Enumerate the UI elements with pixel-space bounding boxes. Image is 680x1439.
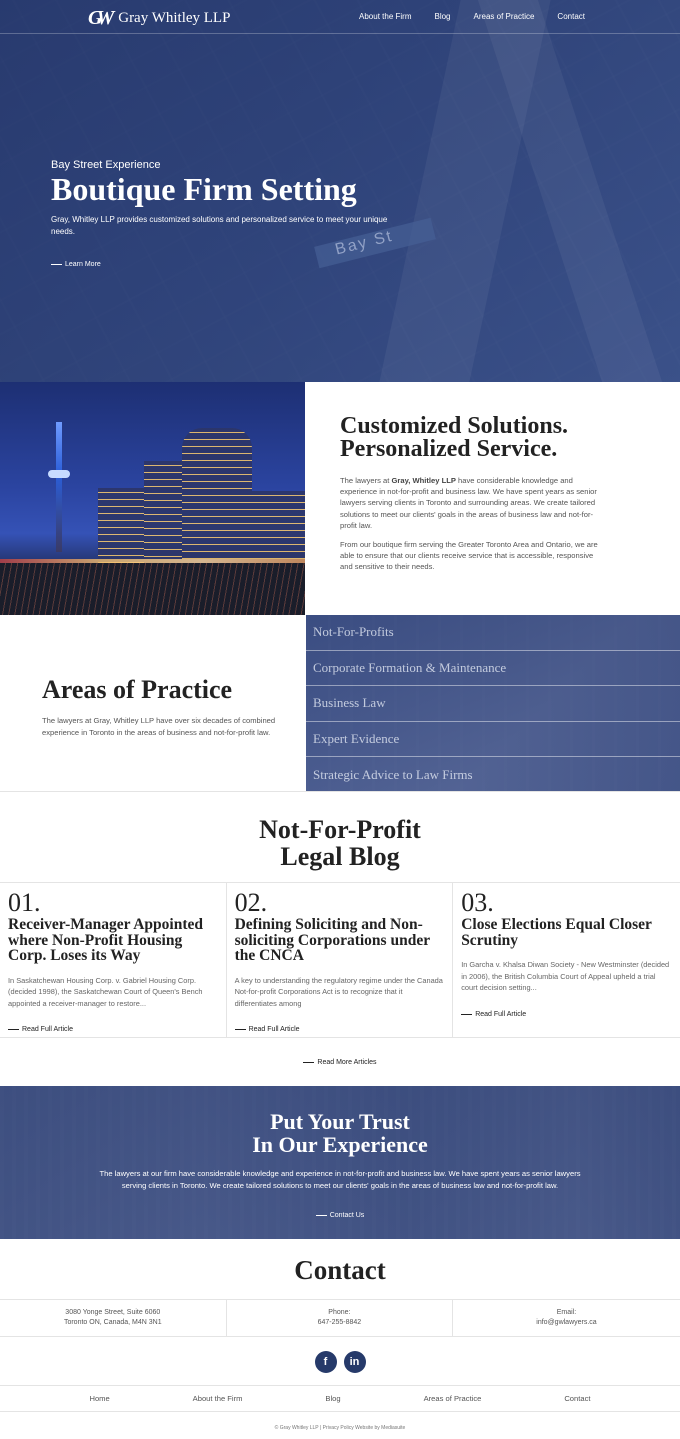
p1-text: The lawyers at [340,476,392,485]
toronto-skyline-image [0,382,305,615]
solutions-title [340,415,680,461]
trust-section [0,1086,680,1239]
logo-text: Gray Whitley LLP [118,10,231,26]
facebook-icon[interactable]: f [315,1351,337,1373]
post-title[interactable]: Receiver-Manager Appointed where Non-Profit Housing Corp. Loses its Way [8,916,204,964]
contact-title: Contact [294,1255,386,1285]
contact-us-link[interactable] [316,1212,365,1219]
read-full-article-link[interactable] [461,1011,526,1018]
blog-post [453,883,680,1037]
dash-icon [235,1029,246,1030]
blog-title-line1: Not-For-Profit [259,815,421,844]
phone-box [227,1300,454,1336]
solutions-paragraph-1 [340,475,602,531]
area-corporate-formation[interactable]: Corporate Formation & Maintenance [306,651,680,687]
footer-nav-about[interactable]: About the Firm [192,1394,243,1403]
linkedin-icon[interactable]: in [344,1351,366,1373]
trust-title-line1: Put Your Trust [270,1109,410,1134]
address-line2: Toronto ON, Canada, M4N 3N1 [63,1319,162,1326]
read-more-articles-label: Read More Articles [317,1059,377,1066]
rail-tracks-shape [0,563,305,615]
main-nav [359,12,585,21]
contact-grid [0,1299,680,1337]
read-full-article-label: Read Full Article [248,1026,300,1033]
blog-grid [0,882,680,1038]
address-line1: 3080 Yonge Street, Suite 6060 [65,1309,161,1316]
logo[interactable] [88,7,230,30]
learn-more-link[interactable] [51,261,101,268]
read-more-articles-link[interactable] [303,1059,376,1066]
copyright: © Gray Whitley LLP | Privacy Policy Website by Mediasuite [274,1425,406,1431]
hero-content [51,159,401,270]
areas-section [0,615,680,792]
area-strategic-advice[interactable]: Strategic Advice to Law Firms [313,767,473,783]
street-sign: Bay St [314,218,436,268]
trust-description: The lawyers at our firm have considerable knowledge and experience in not-for-profit and business law. We have spent years as senior lawyers serving clients in Toronto. We create tailored solutions to meet our clients' goals in the areas of business law and not-for-profit law. [99,1169,581,1190]
blog-title [0,816,680,870]
cn-tower-shape [56,422,62,552]
post-title[interactable]: Defining Soliciting and Non-soliciting Corporations under the CNCA [234,916,430,964]
post-number: 02. [234,888,268,917]
solutions-title-line1: Customized Solutions. [340,413,569,439]
areas-list [306,615,680,791]
trust-title [0,1110,680,1156]
solutions-section [0,382,680,615]
building-shape [182,428,252,563]
post-excerpt: In Saskatchewan Housing Corp. v. Gabriel Housing Corp. (decided 1998), the Saskatchewan Court of Queen's Bench appointed a receiver-manager to restore... [8,975,203,1008]
phone-label: Phone: [328,1309,351,1316]
building-shape [252,491,305,563]
blog-section [0,792,680,1086]
nav-areas-of-practice[interactable]: Areas of Practice [473,12,535,21]
area-expert-evidence[interactable]: Expert Evidence [306,722,680,758]
solutions-title-line2: Personalized Service. [340,436,558,462]
blog-title-line2: Legal Blog [280,842,400,871]
footer-nav [0,1386,680,1412]
hero-title: Boutique Firm Setting [51,171,357,207]
firm-name-bold: Gray, Whitley LLP [391,476,456,485]
contact-section [0,1239,680,1386]
read-full-article-link[interactable] [235,1026,300,1033]
areas-description: The lawyers at Gray, Whitley LLP have over six decades of combined experience in Toronto in the areas of business and not-for-profit law. [42,716,276,737]
logo-mark-icon: GW [88,7,109,29]
social-links [0,1337,680,1386]
post-number: 01. [8,888,41,917]
more-articles-row [0,1038,680,1086]
area-business-law[interactable]: Business Law [306,686,680,722]
footer [0,1386,680,1439]
address-box [0,1300,227,1336]
post-number: 03. [461,888,494,917]
p1-text: have considerable knowledge and experience in not-for-profit and business law. We have spent years as senior lawyers serving clients in Toronto and surrounding areas. We create tailored solutions to meet our clients' goals in the areas of business law and not-for-profit law. [340,476,597,530]
hero-section [0,0,680,382]
contact-us-label: Contact Us [329,1212,365,1219]
trust-title-line2: In Our Experience [252,1132,428,1157]
areas-title: Areas of Practice [42,675,233,704]
dash-icon [461,1014,472,1015]
hero-description: Gray, Whitley LLP provides customized solutions and personalized service to meet your unique needs. [51,215,388,236]
areas-intro [0,615,306,791]
dash-icon [51,264,62,265]
phone-number[interactable]: 647-255-8842 [317,1319,362,1326]
nav-blog[interactable]: Blog [434,12,451,21]
dash-icon [303,1062,314,1063]
building-shape [144,461,182,563]
area-not-for-profits[interactable]: Not-For-Profits [306,615,680,651]
footer-nav-blog[interactable]: Blog [325,1394,341,1403]
post-title[interactable]: Close Elections Equal Closer Scrutiny [461,916,652,949]
footer-nav-home[interactable]: Home [89,1394,110,1403]
solutions-paragraph-2: From our boutique firm serving the Greater Toronto Area and Ontario, we are able to ensure that our clients receive service that is accessible, responsive and sensitive to their needs. [340,540,598,572]
read-full-article-label: Read Full Article [475,1010,527,1018]
post-excerpt: In Garcha v. Khalsa Diwan Society - New Westminster (decided in 2006), the British Columbia Court of Appeal upheld a trial court decision setting... [461,960,670,992]
post-excerpt: A key to understanding the regulatory regime under the Canada Not-for-profit Corporations Act is to recognize that it differentiates among [234,975,443,1008]
footer-nav-contact[interactable]: Contact [564,1394,591,1403]
hero-kicker: Bay Street Experience [51,159,161,171]
dash-icon [316,1215,327,1216]
cn-tower-pod-shape [48,470,70,478]
top-nav [0,0,680,34]
blog-post [0,883,227,1037]
dash-icon [8,1029,19,1030]
building-shape [98,488,144,563]
learn-more-label: Learn More [65,261,101,268]
solutions-text [305,382,680,615]
nav-contact[interactable]: Contact [557,12,585,21]
nav-about[interactable]: About the Firm [359,12,412,21]
email-box [453,1300,680,1336]
email-label: Email: [556,1309,577,1316]
read-full-article-link[interactable] [8,1026,73,1033]
read-full-article-label: Read Full Article [22,1026,73,1033]
blog-post [227,883,454,1037]
footer-nav-areas[interactable]: Areas of Practice [423,1394,482,1403]
email-address[interactable]: info@gwlawyers.ca [536,1319,597,1326]
